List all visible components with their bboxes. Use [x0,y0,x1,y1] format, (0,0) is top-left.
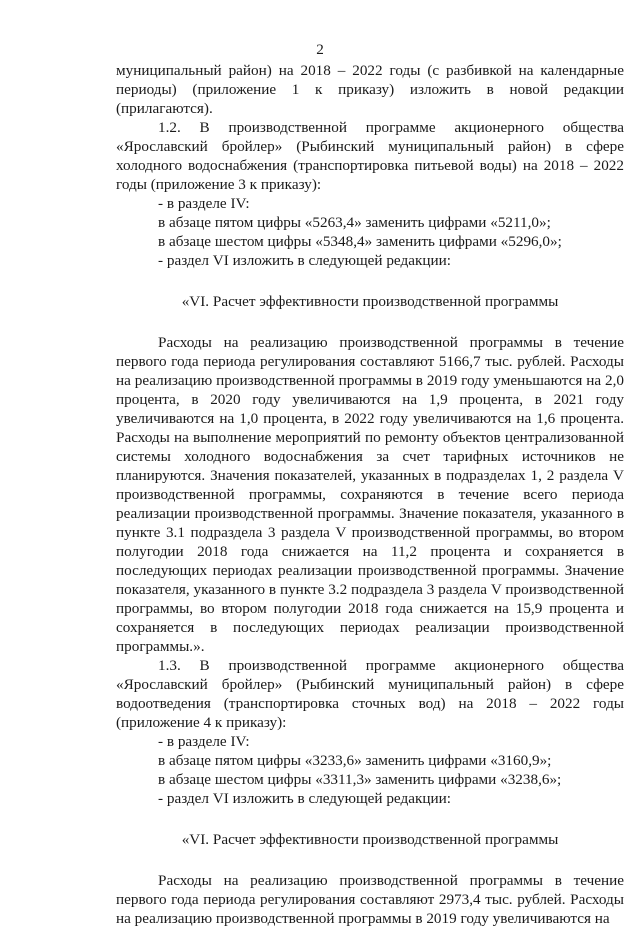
list-item: в абзаце пятом цифры «5263,4» заменить цифрами «5211,0»; [158,214,551,231]
section-heading-vi: «VI. Расчет эффективности производственной программы [181,293,559,310]
list-item: - раздел VI изложить в следующей редакции: [158,252,451,269]
clause-1-3: 1.3. В производственной программе акционерного общества «Ярославский бройлер» (Рыбинский муниципальный район) в сфере водоотведения (транспортировка сточных вод) на 2018 – 2022 годы (приложение 4 к приказу): [116,657,624,731]
list-item: в абзаце шестом цифры «5348,4» заменить цифрами «5296,0»; [158,233,562,250]
clause-1-2: 1.2. В производственной программе акционерного общества «Ярославский бройлер» (Рыбинский муниципальный район) в сфере холодного водоснабжения (транспортировка питьевой воды) на 2018 – 2022 годы (приложение 3 к приказу): [116,119,624,193]
list-item: в абзаце шестом цифры «3311,3» заменить цифрами «3238,6»; [158,771,562,788]
list-item: - в разделе IV: [158,195,250,212]
document-body [116,61,624,928]
list-item: - раздел VI изложить в следующей редакции: [158,790,451,807]
section-heading-vi: «VI. Расчет эффективности производственной программы [181,831,559,848]
efficiency-paragraph-sewer: Расходы на реализацию производственной программы в течение первого года периода регулирования составляют 2973,4 тыс. рублей. Расходы на реализацию производственной программы в 2019 году увеличиваются на [116,872,624,927]
list-item: - в разделе IV: [158,733,250,750]
page-number: 2 [316,41,324,58]
paragraph-continuation: муниципальный район) на 2018 – 2022 годы (с разбивкой на календарные периоды) (приложение 1 к приказу) изложить в новой редакции (прилагаются). [116,62,624,117]
efficiency-paragraph-water: Расходы на реализацию производственной программы в течение первого года периода регулирования составляют 5166,7 тыс. рублей. Расходы на реализацию производственной программы в 2019 году уменьшаются на 2,0 процента, в 2020 году увеличиваются на 1,9 процента, в 2021 году увеличиваются на 1,0 процента, в 2022 году увеличиваются на 1,6 процента. Расходы на выполнение мероприятий по ремонту объектов централизованной системы холодного водоснабжения за счет тарифных источников не планируются. Значения показателей, указанных в подразделах 1, 2 раздела V производственной программы, сохраняются в течение всего периода реализации производственной программы. Значение показателя, указанного в пункте 3.1 подраздела 3 раздела V производственной программы, во втором полугодии 2018 года снижается на 11,2 процента и сохраняется в последующих периодах реализации производственной программы. Значение показателя, указанного в пункте 3.2 подраздела 3 раздела V производственной программы, во втором полугодии 2018 года снижается на 15,9 процента и сохраняется в последующих периодах реализации производственной программы.». [116,334,624,655]
list-item: в абзаце пятом цифры «3233,6» заменить цифрами «3160,9»; [158,752,552,769]
